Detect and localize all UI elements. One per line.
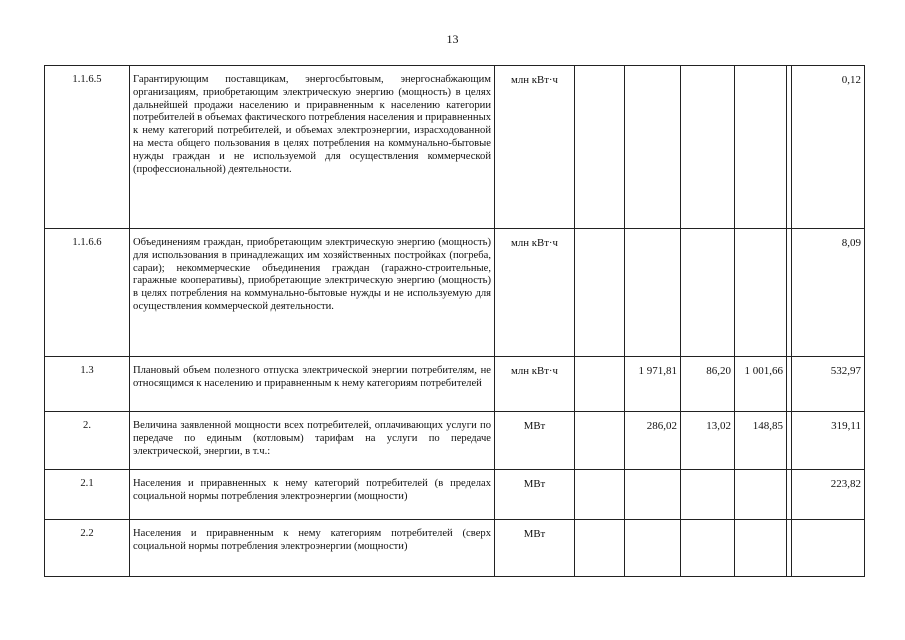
row-unit: млн кВт·ч — [495, 66, 575, 229]
cell-value-3 — [681, 470, 735, 520]
cell-value-1 — [575, 520, 625, 577]
cell-value-2 — [625, 470, 681, 520]
row-description: Населения и приравненным к нему категориям потребителей (сверх социальной нормы потребления электроэнергии (мощности) — [130, 520, 495, 577]
row-number: 2.1 — [45, 470, 130, 520]
cell-value-1 — [575, 412, 625, 470]
cell-value-2: 1 971,81 — [625, 357, 681, 412]
table-row — [45, 520, 865, 577]
cell-total: 8,09 — [792, 229, 865, 357]
cell-value-4 — [735, 520, 787, 577]
row-number: 1.1.6.6 — [45, 229, 130, 357]
cell-value-4 — [735, 66, 787, 229]
row-unit: МВт — [495, 520, 575, 577]
row-number: 1.1.6.5 — [45, 66, 130, 229]
cell-value-3 — [681, 229, 735, 357]
row-description: Объединениям граждан, приобретающим электрическую энергию (мощность) для использования в принадлежащих им хозяйственных постройках (погреба, сараи); некоммерческие объединения граждан (гаражно-строительные, гаражные кооперативы), приобретающие электрическую энергию (мощность) в целях потребления на коммунально-бытовые нужды и не используемую для осуществления коммерческой деятельности. — [130, 229, 495, 357]
cell-value-4 — [735, 470, 787, 520]
table-row — [45, 66, 865, 229]
row-description: Величина заявленной мощности всех потребителей, оплачивающих услуги по передаче по единым (котловым) тарифам на услуги по передаче электрической, энергии, в т.ч.: — [130, 412, 495, 470]
row-description: Гарантирующим поставщикам, энергосбытовым, энергоснабжающим организациям, приобретающим электрическую энергию (мощность) в целях дальнейшей продажи населению и приравненным к населению категории потребителей в объемах фактического потребления населения и приравненных к нему категорий потребителей, и объемах электроэнергии, израсходованной на места общего пользования в целях потребления на коммунально-бытовые нужды граждан и не используемой для осуществления коммерческой (профессиональной) деятельности. — [130, 66, 495, 229]
cell-value-4 — [735, 229, 787, 357]
table-row — [45, 357, 865, 412]
row-description: Плановый объем полезного отпуска электрической энергии потребителям, не относящимся к населению и приравненным к нему категориям потребителей — [130, 357, 495, 412]
table-row — [45, 229, 865, 357]
cell-value-1 — [575, 470, 625, 520]
cell-value-1 — [575, 229, 625, 357]
cell-value-1 — [575, 357, 625, 412]
cell-value-3 — [681, 520, 735, 577]
cell-value-4: 1 001,66 — [735, 357, 787, 412]
cell-total: 223,82 — [792, 470, 865, 520]
table-row — [45, 412, 865, 470]
cell-value-2 — [625, 520, 681, 577]
table-row — [45, 470, 865, 520]
row-unit: млн кВт·ч — [495, 229, 575, 357]
page-number: 13 — [446, 32, 459, 46]
row-description: Населения и приравненных к нему категорий потребителей (в пределах социальной нормы потребления электроэнергии (мощности) — [130, 470, 495, 520]
row-unit: млн кВт·ч — [495, 357, 575, 412]
cell-value-2: 286,02 — [625, 412, 681, 470]
row-number: 1.3 — [45, 357, 130, 412]
row-number: 2. — [45, 412, 130, 470]
cell-total: 319,11 — [792, 412, 865, 470]
cell-total: 0,12 — [792, 66, 865, 229]
cell-value-3: 13,02 — [681, 412, 735, 470]
cell-value-4: 148,85 — [735, 412, 787, 470]
row-number: 2.2 — [45, 520, 130, 577]
cell-value-3 — [681, 66, 735, 229]
cell-value-3: 86,20 — [681, 357, 735, 412]
tariff-table — [44, 65, 865, 577]
cell-value-1 — [575, 66, 625, 229]
cell-value-2 — [625, 66, 681, 229]
cell-total — [792, 520, 865, 577]
cell-value-2 — [625, 229, 681, 357]
row-unit: МВт — [495, 412, 575, 470]
cell-total: 532,97 — [792, 357, 865, 412]
row-unit: МВт — [495, 470, 575, 520]
